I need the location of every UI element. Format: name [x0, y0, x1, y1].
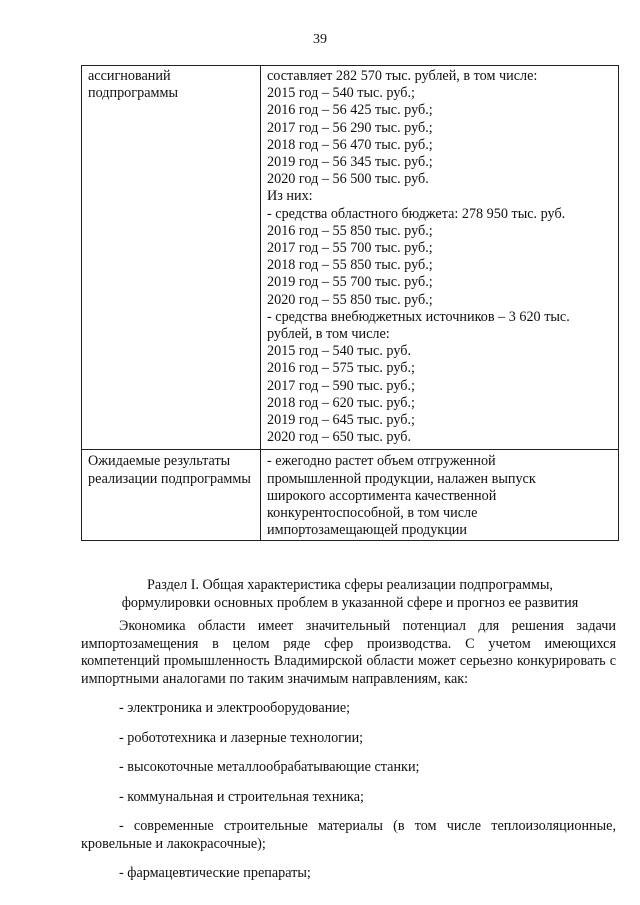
value-line: 2020 год – 55 850 тыс. руб.;: [267, 291, 433, 308]
value-line: широкого ассортимента качественной: [267, 487, 497, 504]
list-item: - высокоточные металлообрабатывающие станки;: [119, 759, 420, 775]
value-line: 2019 год – 56 345 тыс. руб.;: [267, 154, 433, 171]
list-item: - фармацевтические препараты;: [119, 865, 311, 881]
row-label-line: Ожидаемые результаты: [88, 453, 231, 470]
list-item: - робототехника и лазерные технологии;: [119, 729, 364, 746]
value-line: 2018 год – 56 470 тыс. руб.;: [267, 136, 433, 153]
value-line: 2017 год – 590 тыс. руб.;: [267, 377, 415, 394]
value-line: промышленной продукции, налажен выпуск: [267, 470, 536, 487]
value-line: 2015 год – 540 тыс. руб.: [267, 343, 412, 360]
value-line: 2020 год – 650 тыс. руб.: [267, 429, 412, 446]
row-label-cell: [82, 450, 261, 541]
value-line: 2016 год – 56 425 тыс. руб.;: [267, 102, 433, 119]
value-line: 2016 год – 55 850 тыс. руб.;: [267, 222, 433, 239]
body-text: [81, 618, 616, 883]
page-number: 39: [313, 32, 327, 47]
list-item: - электроника и электрооборудование;: [119, 700, 351, 716]
row-label-line: подпрограммы: [88, 85, 178, 102]
value-line: импортозамещающей продукции: [267, 522, 467, 539]
value-line: составляет 282 570 тыс. рублей, в том числе:: [267, 68, 538, 84]
intro-paragraph: Экономика области имеет значительный потенциал для решения задачи импортозамещения в целом ряде сфер производства. С учетом имеющихся компетенций промышленность Владимирской области может серьезно конкурировать с импортными аналогами по таким значимым направлениям, как:: [81, 618, 616, 687]
section-title-line: Раздел I. Общая характеристика сферы реализации подпрограммы,: [147, 577, 553, 593]
value-line: - средства областного бюджета: 278 950 тыс. руб.: [267, 205, 566, 222]
value-line: 2018 год – 620 тыс. руб.;: [267, 394, 415, 411]
list-item: - современные строительные материалы (в том числе теплоизоляционные, кровельные и лакокрасочные);: [81, 818, 616, 852]
value-line: 2020 год – 56 500 тыс. руб.: [267, 171, 429, 188]
row-value-cell: [261, 66, 619, 450]
value-line: 2015 год – 540 тыс. руб.;: [267, 85, 415, 102]
value-line: 2019 год – 55 700 тыс. руб.;: [267, 274, 433, 291]
table-row: [82, 450, 619, 541]
value-line: 2018 год – 55 850 тыс. руб.;: [267, 257, 433, 274]
list-item: - коммунальная и строительная техника;: [119, 788, 364, 805]
value-line: 2017 год – 55 700 тыс. руб.;: [267, 240, 433, 257]
section-title-line: формулировки основных проблем в указанной сфере и прогноз ее развития: [121, 594, 579, 611]
section-title: [81, 577, 619, 612]
value-line: 2019 год – 645 тыс. руб.;: [267, 412, 415, 429]
value-line: 2016 год – 575 тыс. руб.;: [267, 360, 415, 377]
value-line: - средства внебюджетных источников – 3 620 тыс.: [267, 308, 570, 325]
row-label-cell: [82, 66, 261, 450]
table-row: [82, 66, 619, 450]
value-line: 2017 год – 56 290 тыс. руб.;: [267, 119, 433, 136]
value-line: - ежегодно растет объем отгруженной: [267, 453, 496, 470]
value-line: конкурентоспособной, в том числе: [267, 505, 478, 522]
row-label-line: ассигнований: [88, 68, 171, 84]
row-label-line: реализации подпрограммы: [88, 470, 251, 487]
passport-table: [81, 65, 619, 541]
value-line: Из них:: [267, 188, 313, 205]
row-value-cell: [261, 450, 619, 541]
value-line: рублей, в том числе:: [267, 326, 390, 343]
